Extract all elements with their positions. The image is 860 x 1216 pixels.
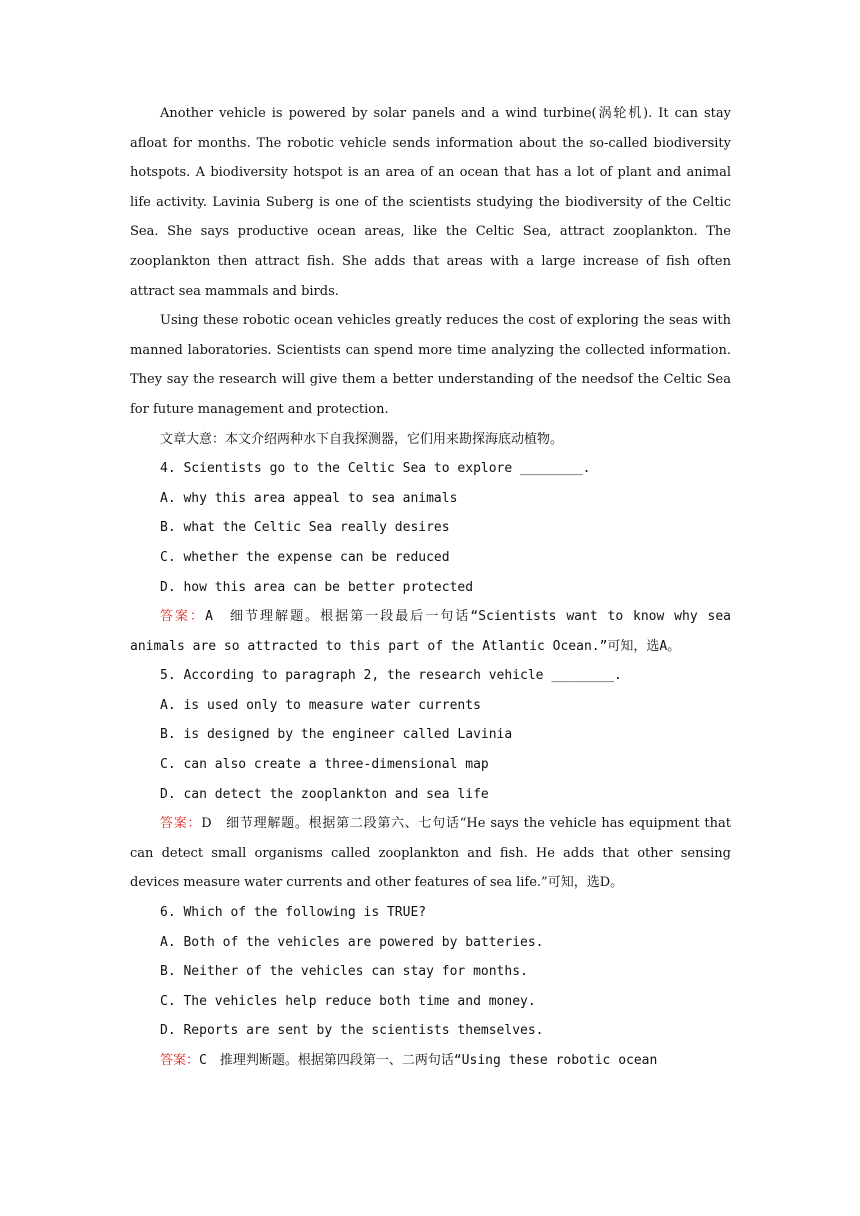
answer-explanation: C 推理判断题。根据第四段第一、二两句话“Using these robotic ocean — [199, 1053, 658, 1068]
question-5-option-c: C. can also create a three-dimensional map — [160, 757, 489, 773]
question-5-stem: 5. According to paragraph 2, the research vehicle ________. — [160, 668, 622, 684]
question-4-stem: 4. Scientists go to the Celtic Sea to explore ________. — [160, 461, 591, 477]
question-4-option-a: A. why this area appeal to sea animals — [160, 490, 458, 506]
question-6-option-c: C. The vehicles help reduce both time and money. — [160, 993, 536, 1009]
answer-label: 答案： — [160, 1053, 200, 1068]
question-6-stem: 6. Which of the following is TRUE? — [160, 905, 427, 921]
question-4-option-d: D. how this area can be better protected — [160, 579, 474, 595]
article-summary: 文章大意：本文介绍两种水下自我探测器，它们用来勘探海底动植物。 — [160, 431, 564, 447]
question-5-answer — [130, 809, 731, 898]
question-6-option-b: B. Neither of the vehicles can stay for months. — [160, 964, 528, 980]
question-5-option-b: B. is designed by the engineer called Lavinia — [160, 727, 513, 743]
question-5-option-a: A. is used only to measure water currents — [160, 697, 481, 713]
question-4-answer — [130, 602, 731, 661]
question-6-option-a: A. Both of the vehicles are powered by batteries. — [160, 934, 544, 950]
question-4-option-c: C. whether the expense can be reduced — [160, 549, 450, 565]
question-5-option-d: D. can detect the zooplankton and sea life — [160, 786, 489, 802]
answer-explanation: D 细节理解题。根据第二段第六、七句话“He says the vehicle has equipment that can detect small organisms called zooplankton and fish. He adds that other sensing devices measure water currents and other features of sea life.”可知，选D。 — [130, 816, 731, 891]
question-6-option-d: D. Reports are sent by the scientists themselves. — [160, 1023, 544, 1039]
answer-explanation: A 细节理解题。根据第一段最后一句话“Scientists want to know why sea animals are so attracted to this part of the Atlantic Ocean.”可知，选A。 — [130, 609, 731, 654]
answer-label: 答案： — [160, 609, 206, 625]
passage-paragraph-4: Using these robotic ocean vehicles greatly reduces the cost of exploring the seas with manned laboratories. Scientists can spend more time analyzing the collected information. They say the research will give them a better understanding of the needsof the Celtic Sea for future management and protection. — [130, 313, 731, 417]
question-6-answer — [130, 1046, 731, 1076]
document-page — [130, 99, 731, 1076]
passage-paragraph-3: Another vehicle is powered by solar panels and a wind turbine(涡轮机). It can stay afloat for months. The robotic vehicle sends information about the so-called biodiversity hotspots. A biodiversity hotspot is an area of an ocean that has a lot of plant and animal life activity. Lavinia Suberg is one of the scientists studying the biodiversity of the Celtic Sea. She says productive ocean areas, like the Celtic Sea, attract zooplankton. The zooplankton then attract fish. She adds that areas with a large increase of fish often attract sea mammals and birds. — [130, 106, 731, 299]
question-4-option-b: B. what the Celtic Sea really desires — [160, 520, 450, 536]
answer-label: 答案： — [160, 816, 202, 832]
